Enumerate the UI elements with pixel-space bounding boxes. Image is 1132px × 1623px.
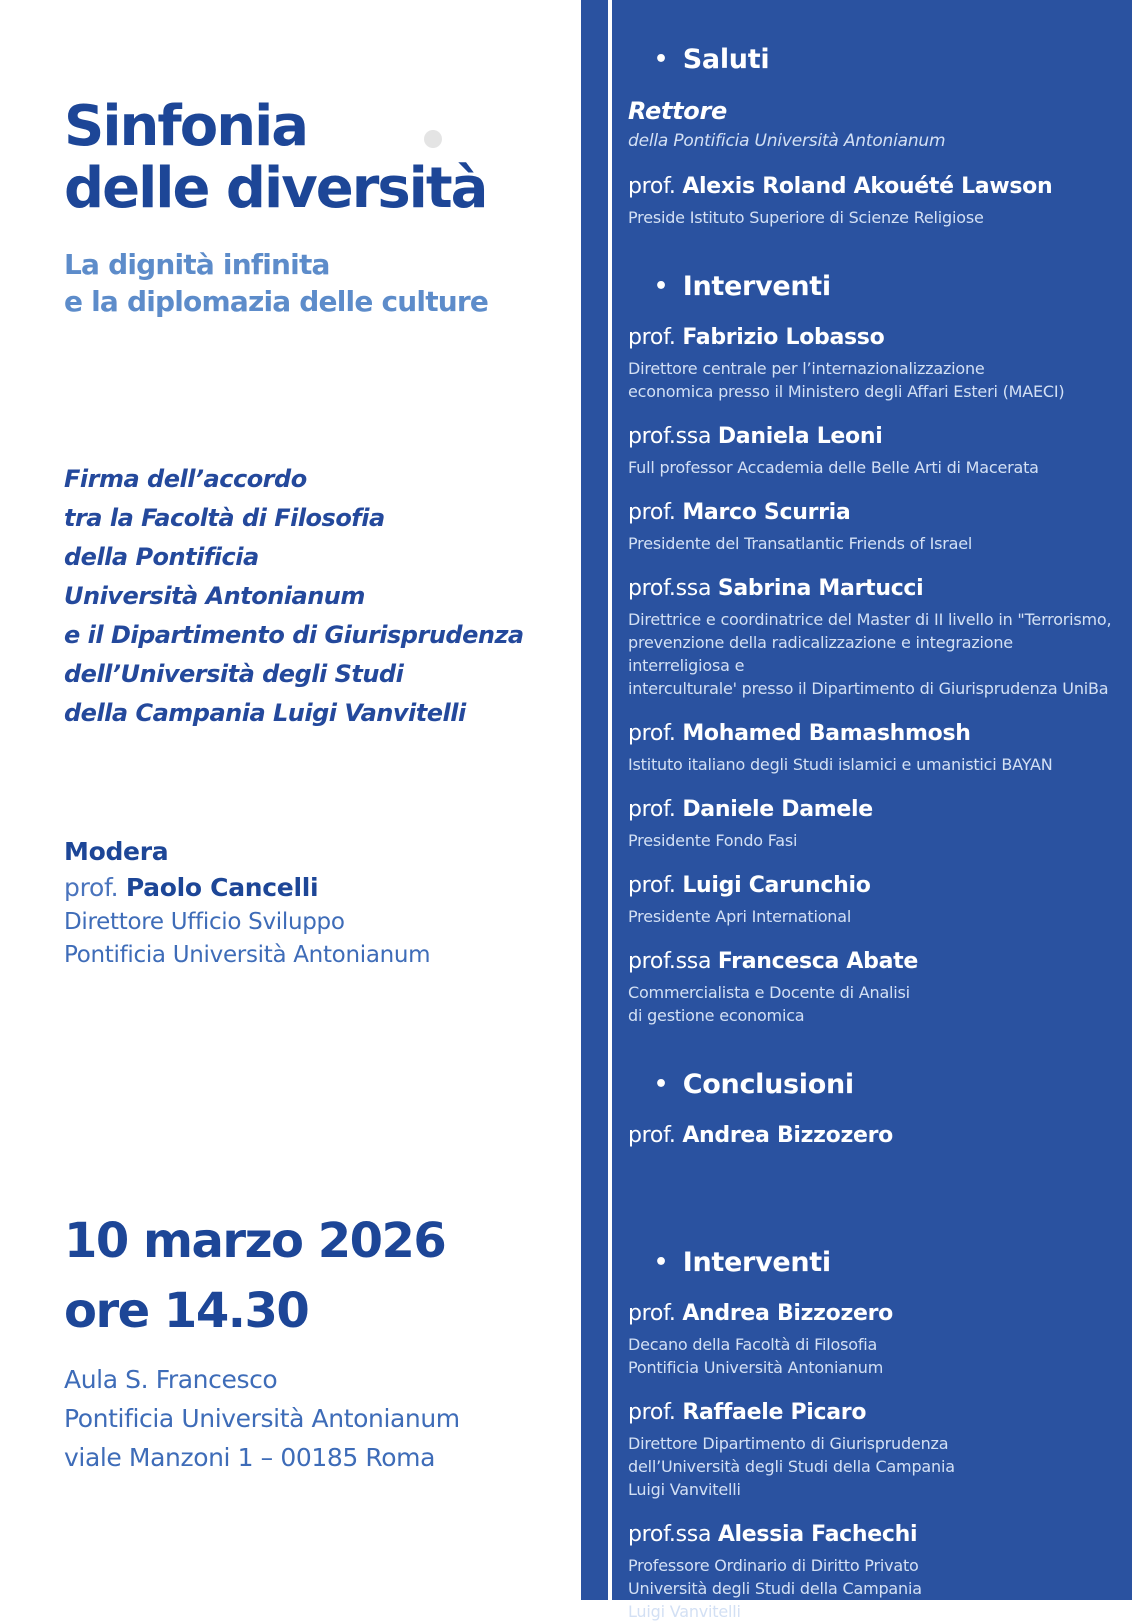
speaker-role: Istituto italiano degli Studi islamici e umanistici BAYAN [628,755,1053,774]
speaker-name-text: Daniele Damele [682,797,873,822]
vertical-accent-stripe [581,0,608,1600]
agreement-line: e il Dipartimento di Giurisprudenza [64,621,524,649]
section-heading-label: Interventi [682,271,831,302]
speaker-name [628,172,1114,202]
speaker-role: Professore Ordinario di Diritto Privato [628,1556,919,1575]
speaker-name-text: Mohamed Bamashmosh [682,721,971,746]
agreement-line: della Campania Luigi Vanvitelli [64,699,466,727]
speaker-role: Presidente del Transatlantic Friends of Israel [628,534,973,553]
speaker-role: Presidente Fondo Fasi [628,831,798,850]
speaker-name [628,947,1114,977]
speaker-name [628,574,1114,604]
speaker-entry [628,422,1114,479]
speaker-title-prefix: prof. [628,1123,683,1148]
program-section-heading [654,1069,1114,1103]
speaker-title-prefix: prof.ssa [628,424,718,449]
speaker-entry [628,1299,1114,1379]
speaker-role: Presidente Apri International [628,907,852,926]
section-heading-label: Conclusioni [682,1069,854,1100]
speaker-name-text: Alexis Roland Akouété Lawson [682,174,1053,199]
speaker-entry [628,871,1114,928]
agreement-line: Firma dell’accordo [64,465,307,493]
event-datetime [64,1206,445,1346]
speaker-entry [628,1520,1114,1623]
speaker-title-prefix: prof. [628,325,683,350]
speaker-name-text: Francesca Abate [717,949,918,974]
section-heading-label: Saluti [682,44,770,75]
speaker-name [628,795,1114,825]
speaker-entry [628,96,1114,153]
moderator-name-text: Paolo Cancelli [125,873,319,902]
bullet-icon: • [654,1072,668,1097]
speaker-title-prefix: prof.ssa [628,949,718,974]
speaker-entry [628,1121,1114,1151]
speaker-role: interculturale' presso il Dipartimento di Giurisprudenza UniBa [628,679,1109,698]
subtitle-line: e la diplomazia delle culture [64,285,489,318]
speaker-role: Luigi Vanvitelli [628,1602,741,1621]
agreement-line: dell’Università degli Studi [64,660,404,688]
event-venue [64,1360,460,1477]
speaker-name [628,719,1114,749]
speaker-name [628,96,1114,126]
subtitle-line: La dignità infinita [64,248,330,281]
program-panel [612,0,1132,1621]
speaker-name [628,871,1114,901]
speaker-name [628,323,1114,353]
speaker-role: Università degli Studi della Campania [628,1579,922,1598]
page-title [64,96,486,220]
title-line: delle diversità [64,156,487,221]
program-section-heading [654,271,1114,305]
speaker-role: Commercialista e Docente di Analisi [628,983,910,1002]
speaker-title-prefix: prof. [628,174,683,199]
speaker-name-text: Raffaele Picaro [682,1400,867,1425]
venue-line: viale Manzoni 1 – 00185 Roma [64,1443,436,1472]
speaker-name [628,1299,1114,1329]
speaker-entry [628,574,1114,700]
speaker-role: Decano della Facoltà di Filosofia [628,1335,878,1354]
moderator-block [64,834,430,972]
moderator-roles [64,906,430,972]
speaker-entry [628,1398,1114,1501]
speaker-role: Luigi Vanvitelli [628,1480,741,1499]
speaker-role: Direttore centrale per l’internazionalizzazione [628,359,985,378]
speaker-name [628,1520,1114,1550]
moderator-role-line: Pontificia Università Antonianum [64,942,431,968]
speaker-title-prefix: prof.ssa [628,1522,718,1547]
speaker-name [628,1398,1114,1428]
decorative-dot-icon [424,130,442,148]
section-heading-label: Interventi [682,1247,831,1278]
speaker-name-text: Daniela Leoni [717,424,883,449]
speaker-name [628,1121,1114,1151]
speaker-title-prefix: prof.ssa [628,576,718,601]
program-section-heading [654,1247,1114,1281]
speaker-name-text: Andrea Bizzozero [682,1301,893,1326]
speaker-name-text: Luigi Carunchio [682,873,871,898]
page-subtitle [64,246,488,320]
speaker-entry [628,172,1114,229]
moderator-name [64,870,430,906]
event-date: 10 marzo 2026 [64,1213,446,1269]
speaker-entry [628,795,1114,852]
speaker-role: di gestione economica [628,1006,805,1025]
speaker-name-text: Sabrina Martucci [717,576,924,601]
speaker-name-text: Rettore [628,97,728,125]
speaker-role: della Pontificia Università Antonianum [628,131,946,151]
speaker-title-prefix: prof. [628,1301,683,1326]
agreement-line: Università Antonianum [64,582,365,610]
speaker-entry [628,947,1114,1027]
event-time: ore 14.30 [64,1283,309,1339]
speaker-entry [628,719,1114,776]
agreement-line: della Pontificia [64,543,259,571]
bullet-icon: • [654,274,668,299]
agreement-text [64,460,524,733]
speaker-name [628,498,1114,528]
speaker-entry [628,323,1114,403]
speaker-role: Pontificia Università Antonianum [628,1358,884,1377]
speaker-role: prevenzione della radicalizzazione e integrazione interreligiosa e [628,633,1013,675]
bullet-icon: • [654,47,668,72]
speaker-title-prefix: prof. [628,500,683,525]
speaker-role: Preside Istituto Superiore di Scienze Religiose [628,208,984,227]
speaker-role: economica presso il Ministero degli Affari Esteri (MAECI) [628,382,1065,401]
speaker-role: Direttore Dipartimento di Giurisprudenza [628,1434,949,1453]
speaker-entry [628,498,1114,555]
venue-line: Pontificia Università Antonianum [64,1404,460,1433]
venue-line: Aula S. Francesco [64,1365,278,1394]
moderator-label: Modera [64,837,169,866]
speaker-role: dell’Università degli Studi della Campania [628,1457,955,1476]
agreement-line: tra la Facoltà di Filosofia [64,504,385,532]
moderator-title-prefix: prof. [64,873,119,902]
speaker-title-prefix: prof. [628,797,683,822]
speaker-title-prefix: prof. [628,721,683,746]
title-line: Sinfonia [64,94,308,159]
speaker-name-text: Marco Scurria [682,500,851,525]
speaker-name-text: Alessia Fachechi [717,1522,918,1547]
speaker-name-text: Fabrizio Lobasso [682,325,885,350]
bullet-icon: • [654,1250,668,1275]
speaker-title-prefix: prof. [628,1400,683,1425]
moderator-role-line: Direttore Ufficio Sviluppo [64,909,345,935]
speaker-name [628,422,1114,452]
speaker-role: Full professor Accademia delle Belle Arti di Macerata [628,458,1039,477]
speaker-name-text: Andrea Bizzozero [682,1123,893,1148]
program-section-heading [654,44,1114,78]
speaker-title-prefix: prof. [628,873,683,898]
speaker-role: Direttrice e coordinatrice del Master di II livello in "Terrorismo, [628,610,1112,629]
